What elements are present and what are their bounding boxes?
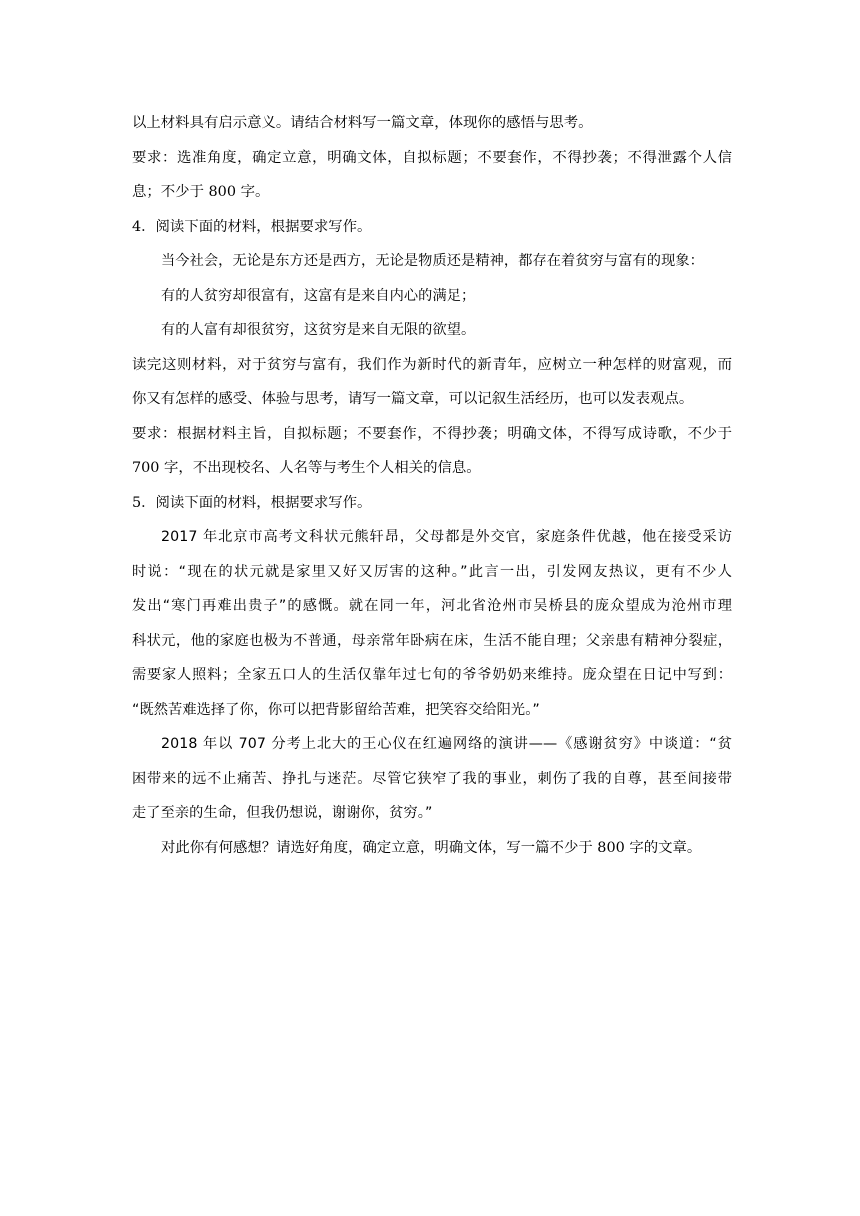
q4-requirement-line-2: 700 字，不出现校名、人名等与考生个人相关的信息。 bbox=[132, 460, 481, 476]
q4-prompt-line-2: 你又有怎样的感受、体验与思考，请写一篇文章，可以记叙生活经历，也可以发表观点。 bbox=[132, 391, 694, 407]
q5-heading: 5．阅读下面的材料，根据要求写作。 bbox=[132, 494, 372, 511]
q5-material-para1-line-5: 需要家人照料；全家五口人的生活仅靠年过七旬的爷爷奶奶来维持。庞众望在日记中写到： bbox=[132, 667, 732, 683]
q5-material-para1-line-6: “既然苦难选择了你，你可以把背影留给苦难，把笑容交给阳光。” bbox=[132, 701, 540, 718]
q3-instruction: 以上材料具有启示意义。请结合材料写一篇文章，体现你的感悟与思考。 bbox=[132, 115, 593, 131]
q5-closing-instruction: 对此你有何感想？请选好角度，确定立意，明确文体，写一篇不少于 800 字的文章。 bbox=[161, 839, 702, 856]
q5-material-para2-line-3: 走了至亲的生命，但我仍想说，谢谢你，贫穷。” bbox=[132, 805, 433, 821]
q4-prompt-line-1: 读完这则材料，对于贫穷与富有，我们作为新时代的新青年，应树立一种怎样的财富观，而 bbox=[132, 356, 732, 373]
q5-material-para1-line-1: 2017 年北京市高考文科状元熊轩昂，父母都是外交官，家庭条件优越，他在接受采访 bbox=[161, 529, 732, 545]
q4-material-line-1: 当今社会，无论是东方还是西方，无论是物质还是精神，都存在着贫穷与富有的现象： bbox=[161, 253, 704, 269]
q5-material-para2-line-2: 困带来的远不止痛苦、挣扎与迷茫。尽管它狭窄了我的事业，刺伤了我的自尊，甚至间接带 bbox=[132, 770, 732, 787]
q4-material-line-2: 有的人贫穷却很富有，这富有是来自内心的满足； bbox=[161, 287, 476, 304]
q5-material-para1-line-3: 发出“寒门再难出贵子”的感慨。就在同一年，河北省沧州市吴桥县的庞众望成为沧州市理 bbox=[132, 598, 732, 614]
q3-requirement-line-2: 息；不少于 800 字。 bbox=[132, 184, 270, 200]
q4-heading: 4．阅读下面的材料，根据要求写作。 bbox=[132, 218, 372, 235]
q5-material-para1-line-4: 科状元，他的家庭也极为不普通，母亲常年卧病在床，生活不能自理；父亲患有精神分裂症， bbox=[132, 632, 732, 649]
document-page bbox=[132, 106, 732, 865]
q4-material-line-3: 有的人富有却很贫穷，这贫穷是来自无限的欲望。 bbox=[161, 322, 476, 338]
q3-requirement-line-1: 要求：选准角度，确定立意，明确文体，自拟标题；不要套作，不得抄袭；不得泄露个人信 bbox=[132, 149, 732, 166]
q5-material-para2-line-1: 2018 年以 707 分考上北大的王心仪在红遍网络的演讲——《感谢贫穷》中谈道：“贫 bbox=[161, 736, 732, 752]
q5-material-para1-line-2: 时说：“现在的状元就是家里又好又厉害的这种。”此言一出，引发网友热议，更有不少人 bbox=[132, 563, 732, 580]
q4-requirement-line-1: 要求：根据材料主旨，自拟标题；不要套作，不得抄袭；明确文体，不得写成诗歌，不少于 bbox=[132, 425, 732, 442]
